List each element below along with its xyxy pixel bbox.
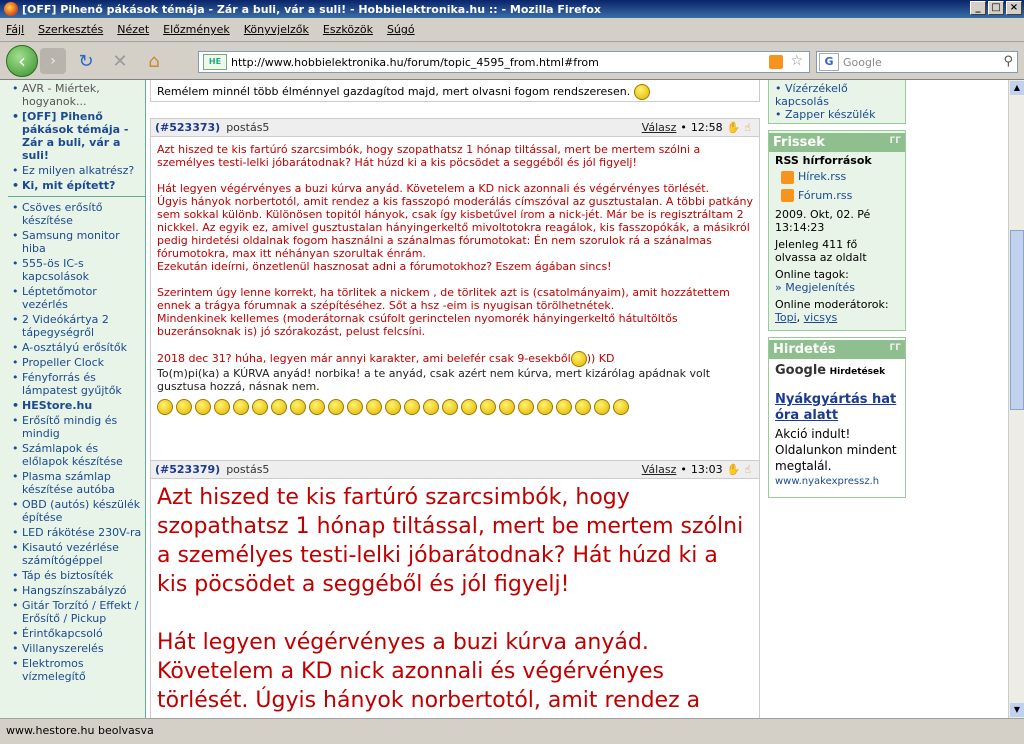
sidebar-item[interactable]: • AVR - Miértek, hogyanok... [12,82,145,108]
sidebar-item[interactable]: • 2 Videókártya 2 tápegységről [12,313,145,339]
post-time: 13:03 [690,463,723,476]
sidebar-item[interactable]: • 555-ös IC-s kapcsolások [12,257,145,283]
rss-feed-link[interactable]: Fórum.rss [781,189,899,203]
reply-link[interactable]: Válasz [641,121,677,134]
forum-thread [150,80,760,718]
smiley-icon [480,399,496,415]
server-date: 2009. Okt, 02. Pé 13:14:23 [775,208,871,234]
menu-bookmarks[interactable]: Könyvjelzők [243,23,309,36]
sidebar-item[interactable]: • Csöves erősítő készítése [12,201,145,227]
navigation-toolbar [0,43,1024,80]
sidebar-item[interactable]: • Propeller Clock [12,356,145,369]
smiley-icon [252,399,268,415]
sidebar-item[interactable]: • Számlapok és előlapok készítése [12,442,145,468]
sidebar-item[interactable]: • Érintőkapcsoló [12,627,145,640]
smiley-icon [634,84,650,100]
scroll-down-arrow-icon[interactable]: ▼ [1010,703,1024,717]
smiley-icon [594,399,610,415]
previous-post-tail [150,80,760,102]
smiley-icon [613,399,629,415]
sidebar-item[interactable]: • Ez milyen alkatrész? [12,164,145,177]
divider [8,196,145,197]
ad-url[interactable]: www.nyakexpressz.h [775,476,880,487]
sidebar-item[interactable]: • Kisautó vezérlése számítógéppel [12,541,145,567]
status-bar [0,718,1024,744]
window-title: [OFF] Pihenő pákások témája - Zár a buli, vár a suli! - Hobbielektronika.hu :: - Mozilla Firefox [22,2,601,16]
sidebar-item[interactable]: • Hangszínszabályzó [12,584,145,597]
post-text: Azt hiszed te kis fartúró szarcsimbók, hogy szopathatsz 1 hónap tiltással, mert be mertem szólni a személyes testi-lelki jóbarátodnak? Hát húzd ki a kis pöcsödet a seggéből és jól figyelj! Hát legyen végérvényes a buzi kúrva anyád. Követelem a KD nick azonnali és végérvényes törlését. Úgyis hányok norbertotól, amit rendez a kis fasszopó moderálás címszóval az gusztustalan. A többi patkány sem sokkal különb. Különösen topitól hányok, csak így kisbetűvel írom a nick-jét. Már be is regisztráltam 2 nickkel. Az egyik ez, amivel gusztustalan hányingerkeltő mivoltotokra reagálok, kis fasszopókák, a másikról pedig hirdetési oldalnak fogom használni a szánalmas fórumotokat: Én nem szorulok rá a szánalmas fórumotokra, max itt néhányan szorultak énrám. Ezekután ideírni, önzetlenül hasznosat adni a fórumotokhoz? Eszem ágában sincs! Szerintem úgy lenne korrekt, ha törlitek a nickem , de törlitek azt is (csatolmányaim), amit hozzátettem ennek a trágya fórumnak a szépítéséhez. Sőt a hsz -eim is nyugisan törölhetnétek. Mindenkinek kellemes (moderátornak csúfolt gerinctelen nyomorék hányingerkeltő hátultöltős buzeránsoknak is) jó szórakozást, pelust felcsíni. 2018 dec 31? húha, legyen már annyi karakter, ami belefér csak 9-esekből [157,143,753,365]
frissek-box: Frissek ΓΓ RSS hírforrások Hírek.rss Fórum.rss 2009. Okt, 02. Pé 13:14:23 Jelenleg 411 fő olvassa az oldalt Online tagok: » Megjelenítés Online moderátorok: Topi, vicsys [768,130,906,331]
smiley-icon [575,399,591,415]
menu-bar [0,18,1024,42]
search-box[interactable] [816,51,1018,73]
post-time: 12:58 [690,121,723,134]
bullet: • [680,121,687,134]
left-sidebar [0,80,146,718]
smiley-icon [176,399,192,415]
search-icon[interactable]: ⚲ [1003,54,1013,69]
rss-icon [781,189,794,202]
sidebar-item[interactable]: • Gitár Torzító / Effekt / Erősítő / Pickup [12,599,145,625]
smiley-icon [214,399,230,415]
ad-box [768,337,906,498]
post-text-tail: )) KD [586,352,615,365]
menu-edit[interactable]: Szerkesztés [38,23,104,36]
smiley-icon [461,399,477,415]
ad-body: Akció indult! Oldalunkon mindent megtalál. [775,427,897,473]
post-header [151,461,759,479]
reload-icon[interactable]: ↻ [78,50,94,72]
smiley-icon [366,399,382,415]
sidebar-item[interactable]: • Ki, mit épített? [12,179,145,192]
forum-post [150,460,760,718]
firefox-icon [4,2,18,16]
site-identity-icon[interactable]: HE [203,54,227,70]
online-count: Jelenleg 411 fő olvassa az oldalt [775,238,867,264]
menu-help[interactable]: Súgó [386,23,415,36]
menu-view[interactable]: Nézet [117,23,150,36]
post-text-black: To(m)pi(ka) a KÚRVA anyád! norbika! a te anyád, csak azért nem kúrva, mert kizárólag apádnak volt gusztusa hozzá, násnak nem. [157,367,714,393]
smiley-icon [347,399,363,415]
close-button[interactable]: × [1006,1,1022,15]
smiley-icon [290,399,306,415]
smiley-icon [385,399,401,415]
ad-title-link[interactable]: Nyákgyártás hat óra alatt [775,392,897,423]
sidebar-item[interactable]: • OBD (autós) készülék építése [12,498,145,524]
post-body [151,137,759,399]
smiley-icon [423,399,439,415]
sidebar-link[interactable]: • Zapper készülék [775,108,876,121]
smiley-icon [518,399,534,415]
smiley-icon [195,399,211,415]
url-text[interactable]: http://www.hobbielektronika.hu/forum/topic_4595_from.html#from [231,55,599,69]
search-placeholder[interactable]: Google [843,55,882,69]
smiley-icon [328,399,344,415]
sidebar-item[interactable]: • Elektromos vízmelegítő [12,657,145,683]
bullet: • [680,463,687,476]
smiley-icon [442,399,458,415]
smiley-icon [571,351,587,367]
post-header [151,119,759,137]
forward-button[interactable]: › [40,48,66,74]
scroll-up-arrow-icon[interactable]: ▲ [1010,81,1024,95]
google-engine-icon[interactable]: G [819,53,839,71]
smiley-icon [157,399,173,415]
sidebar-item[interactable]: • Táp és biztosíték [12,569,145,582]
smiley-row [151,399,759,421]
reply-link[interactable]: Válasz [641,463,677,476]
link-list [768,80,906,124]
status-text: www.hestore.hu beolvasva [6,724,154,737]
post-text-large: Azt hiszed te kis fartúró szarcsimbók, hogy szopathatsz 1 hónap tiltással, mert be mertem szólni a személyes testi-lelki jóbarátodnak? Hát húzd ki a kis pöcsödet a seggéből és jól figyelj! Hát legyen végérvényes a buzi kúrva anyád. Követelem a KD nick azonnali és végérvényes törlését. Úgyis hányok norbertotól, amit rendez a [157,485,744,713]
stop-icon[interactable]: ✕ [112,50,128,72]
google-logo: Google [775,363,827,378]
thumbs-down-icon[interactable]: ✋ [726,463,741,476]
ad-header: Hirdetés ΓΓ [769,340,905,359]
menu-history[interactable]: Előzmények [163,23,230,36]
menu-file[interactable]: Fájl [6,23,25,36]
smiley-icon [404,399,420,415]
smiley-icon [233,399,249,415]
thumbs-down-icon[interactable]: ✋ [726,121,741,134]
sidebar-item[interactable]: • Léptetőmotor vezérlés [12,285,145,311]
ads-label: Hirdetések [829,367,886,377]
rss-icon [781,171,794,184]
show-members-link[interactable]: » Megjelenítés [775,281,855,294]
title-bar [0,0,1024,18]
right-sidebar [768,80,906,718]
sidebar-item[interactable]: • Villanyszerelés [12,642,145,655]
thumbs-up-icon[interactable]: ☝ [744,463,751,476]
sidebar-item[interactable]: • Plasma számlap készítése autóba [12,470,145,496]
page-content [0,80,1008,718]
sidebar-item[interactable]: • [OFF] Pihenő pákások témája - Zár a buli, vár a suli! [12,110,145,162]
previous-post-text: Remélem minnél több élménnyel gazdagítod majd, mert olvasni fogom rendszeresen. [157,85,631,98]
vertical-scrollbar[interactable] [1008,80,1024,718]
forum-post [150,118,760,486]
moderator-link[interactable]: Topi [775,311,797,324]
sidebar-item[interactable]: • HEStore.hu [12,399,145,412]
smiley-icon [499,399,515,415]
smiley-icon [309,399,325,415]
smiley-icon [556,399,572,415]
post-id-link[interactable]: (#523373) [155,121,221,134]
sidebar-item[interactable]: • Erősítő mindig és mindig [12,414,145,440]
online-mods-label: Online moderátorok: [775,298,889,311]
rss-title: RSS hírforrások [775,154,872,167]
post-author[interactable]: postás5 [226,463,270,476]
post-id-link[interactable]: (#523379) [155,463,221,476]
back-button[interactable]: ‹ [6,45,38,77]
sidebar-item[interactable]: • Fényforrás és lámpatest gyűjtők [12,371,145,397]
moderator-link[interactable]: vicsys [803,311,838,324]
url-bar[interactable] [198,51,810,73]
sidebar-link[interactable]: • Vízérzékelő kapcsolás [775,82,848,108]
smiley-icon [537,399,553,415]
post-author[interactable]: postás5 [226,121,270,134]
sidebar-item[interactable]: • A-osztályú erősítők [12,341,145,354]
rss-feed-icon[interactable] [769,55,783,69]
sidebar-item[interactable]: • LED rákötése 230V-ra [12,526,145,539]
frissek-header: Frissek ΓΓ [769,133,905,152]
thumbs-up-icon[interactable]: ☝ [744,121,751,134]
home-icon[interactable]: ⌂ [148,50,160,72]
bookmark-star-icon[interactable]: ☆ [790,53,803,69]
scrollbar-thumb[interactable] [1010,230,1024,410]
rss-feed-link[interactable]: Hírek.rss [781,170,899,184]
smiley-icon [271,399,287,415]
minimize-button[interactable]: _ [970,1,986,15]
menu-tools[interactable]: Eszközök [322,23,373,36]
sidebar-item[interactable]: • Samsung monitor hiba [12,229,145,255]
online-members-label: Online tagok: [775,268,849,281]
maximize-button[interactable]: □ [988,1,1004,15]
